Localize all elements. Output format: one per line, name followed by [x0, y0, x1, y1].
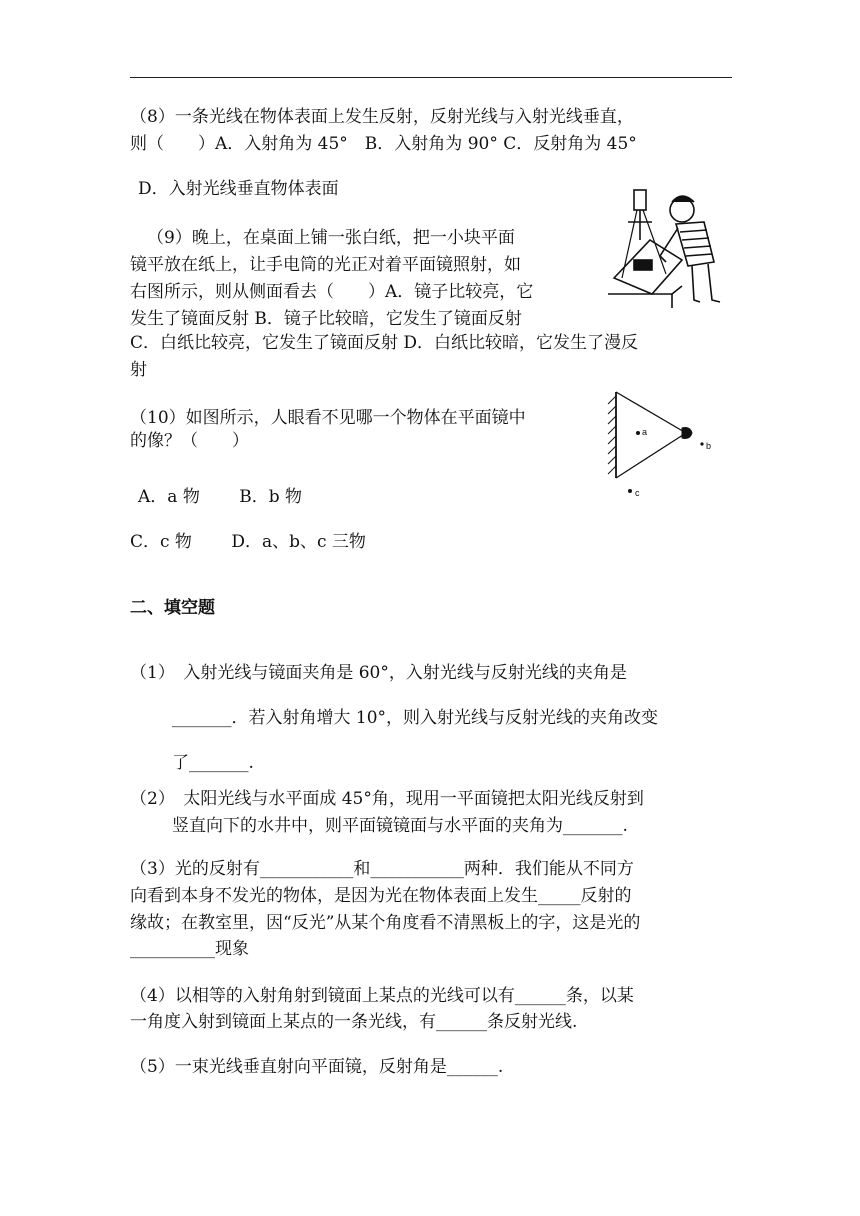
- q9-line5: C．白纸比较亮，它发生了镜面反射 D．白纸比较暗，它发生了漫反: [130, 333, 639, 353]
- q8-line3: D．入射光线垂直物体表面: [138, 179, 339, 199]
- f1-line2: _______．若入射角增大 10°，则入射光线与反射光线的夹角改变: [172, 708, 659, 728]
- f3-line3: 缘故；在教室里，因“反光”从某个角度看不清黑板上的字，这是光的: [130, 913, 641, 933]
- q9-line3: 右图所示，则从侧面看去（ ）A．镜子比较亮，它: [130, 282, 534, 302]
- f3-line2: 向看到本身不发光的物体，是因为光在物体表面上发生_____反射的: [130, 886, 632, 906]
- object-a-dot: [636, 431, 640, 435]
- section-title: 二、填空题: [130, 598, 215, 618]
- q8-line2: 则（ ）A．入射角为 45° B．入射角为 90° C．反射角为 45°: [130, 134, 637, 154]
- object-c-dot: [628, 489, 632, 493]
- q9-line4: 发生了镜面反射 B．镜子比较暗，它发生了镜面反射: [130, 309, 522, 329]
- q9-line6: 射: [130, 360, 147, 380]
- q9-line1: （9）晚上，在桌面上铺一张白纸，把一小块平面: [147, 228, 515, 248]
- f1-line3: 了_______.: [172, 753, 254, 773]
- f3-line4: __________现象: [130, 939, 249, 959]
- f2-line2: 竖直向下的水井中，则平面镜镜面与水平面的夹角为_______.: [172, 816, 628, 836]
- q9-line2: 镜平放在纸上，让手电筒的光正对着平面镜照射，如: [130, 255, 521, 275]
- q8-line1: （8）一条光线在物体表面上发生反射，反射光线与入射光线垂直，: [130, 107, 634, 127]
- q10-line2: 的像？（ ）: [130, 431, 249, 451]
- f2-line1: （2） 太阳光线与水平面成 45°角，现用一平面镜把太阳光线反射到: [130, 789, 644, 809]
- q10-options-ab: A．a 物 B．b 物: [138, 487, 302, 507]
- object-b-dot: [700, 442, 703, 445]
- f3-line1: （3）光的反射有___________和___________两种．我们能从不同方: [130, 859, 634, 879]
- f4-line1: （4）以相等的入射角射到镜面上某点的光线可以有______条，以某: [130, 986, 634, 1006]
- q10-options-cd: C．c 物 D．a、b、c 三物: [130, 532, 366, 552]
- mirror-eye-figure: [596, 386, 720, 502]
- f1-line1: （1） 入射光线与镜面夹角是 60°，入射光线与反射光线的夹角是: [130, 663, 627, 683]
- f5-line1: （5）一束光线垂直射向平面镜，反射角是______.: [130, 1057, 504, 1077]
- header-rule: [130, 77, 732, 78]
- flashlight-mirror-figure: [604, 182, 732, 308]
- object-c-label: c: [635, 488, 640, 498]
- f4-line2: 一角度入射到镜面上某点的一条光线，有______条反射光线.: [130, 1012, 578, 1032]
- object-a-label: a: [642, 427, 648, 437]
- object-b-label: b: [706, 441, 712, 451]
- q10-line1: （10）如图所示，人眼看不见哪一个物体在平面镜中: [130, 408, 526, 428]
